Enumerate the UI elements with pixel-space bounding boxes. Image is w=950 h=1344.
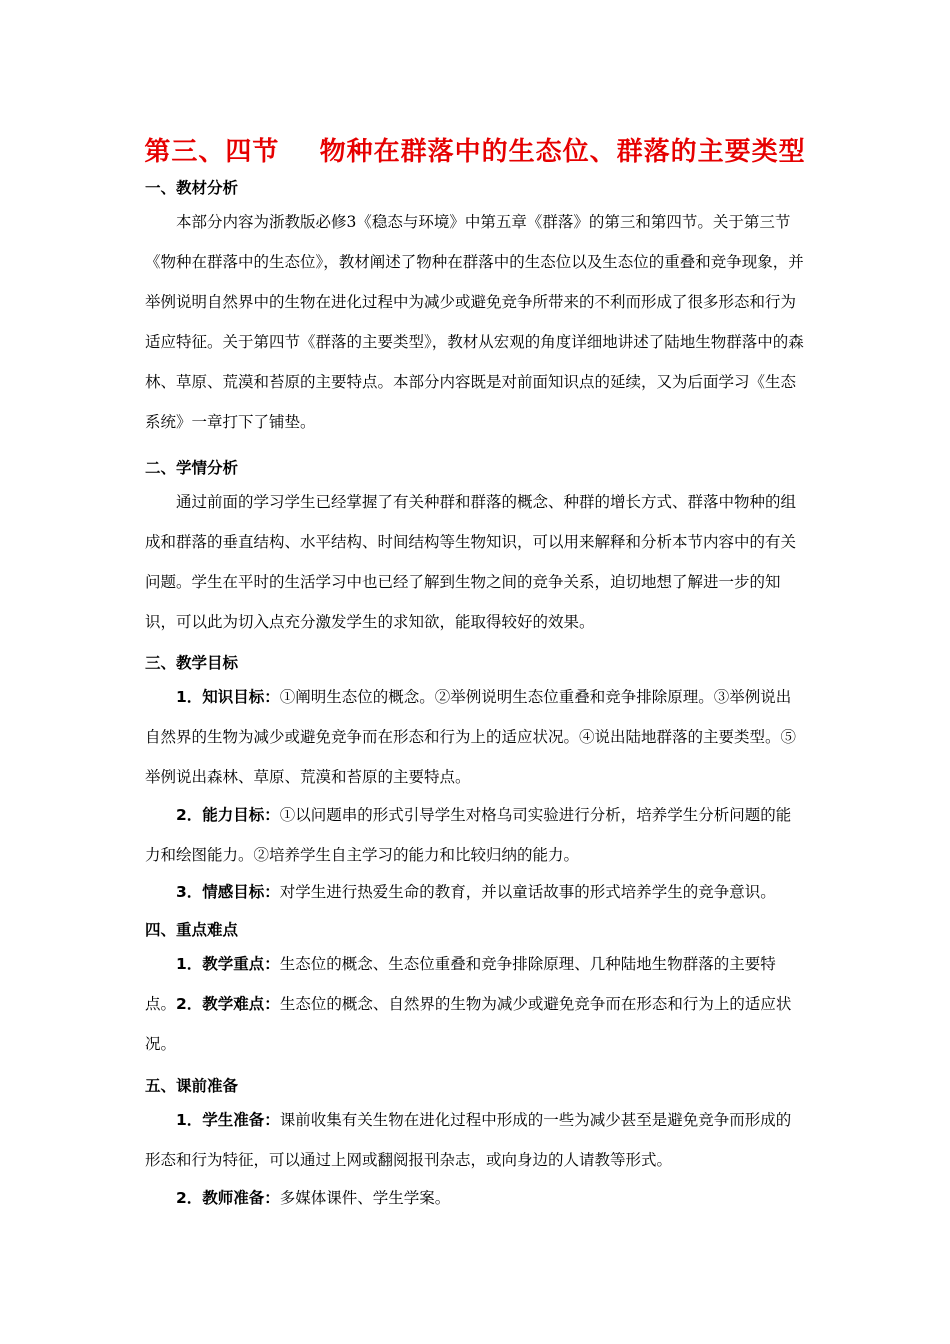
document-title: 第三、四节 物种在群落中的生态位、群落的主要类型 <box>144 137 806 167</box>
paragraph-key-points: 1．教学重点：生态位的概念、生态位重叠和竞争排除原理、几种陆地生物群落的主要特点。2．教学难点：生态位的概念、自然界的生物为减少或避免竞争而在形态和行为上的适应状况。 <box>145 955 792 1053</box>
section-heading-preparation: 五、课前准备 <box>145 1077 239 1095</box>
prep-student: 1．学生准备：课前收集有关生物在进化过程中形成的一些为减少甚至是避免竞争而形成的形态和行为特征，可以通过上网或翻阅报刊杂志，或向身边的人请教等形式。 <box>145 1111 792 1169</box>
section-heading-textbook-analysis: 一、教材分析 <box>145 179 239 197</box>
section-heading-student-analysis: 二、学情分析 <box>145 459 239 477</box>
paragraph-student-analysis: 通过前面的学习学生已经掌握了有关种群和群落的概念、种群的增长方式、群落中物种的组成和群落的垂直结构、水平结构、时间结构等生物知识，可以用来解释和分析本节内容中的有关问题。学生在平时的生活学习中也已经了解到生物之间的竞争关系，迫切地想了解进一步的知识，可以此为切入点充分激发学生的求知欲，能取得较好的效果。 <box>145 493 797 631</box>
goal-ability: 2．能力目标：①以问题串的形式引导学生对格乌司实验进行分析，培养学生分析问题的能力和绘图能力。②培养学生自主学习的能力和比较归纳的能力。 <box>145 806 792 864</box>
section-heading-key-points: 四、重点难点 <box>145 921 239 939</box>
prep-teacher: 2．教师准备：多媒体课件、学生学案。 <box>176 1189 451 1207</box>
section-heading-teaching-goals: 三、教学目标 <box>145 654 239 672</box>
paragraph-textbook-analysis: 本部分内容为浙教版必修3《稳态与环境》中第五章《群落》的第三和第四节。关于第三节《物种在群落中的生态位》，教材阐述了物种在群落中的生态位以及生态位的重叠和竞争现象，并举例说明自然界中的生物在进化过程中为减少或避免竞争所带来的不利而形成了很多形态和行为适应特征。关于第四节《群落的主要类型》，教材从宏观的角度详细地讲述了陆地生物群落中的森林、草原、荒漠和苔原的主要特点。本部分内容既是对前面知识点的延续，又为后面学习《生态系统》一章打下了铺垫。 <box>145 213 804 431</box>
goal-emotion: 3．情感目标：对学生进行热爱生命的教育，并以童话故事的形式培养学生的竞争意识。 <box>176 883 776 901</box>
goal-knowledge: 1．知识目标：①阐明生态位的概念。②举例说明生态位重叠和竞争排除原理。③举例说出自然界的生物为减少或避免竞争而在形态和行为上的适应状况。④说出陆地群落的主要类型。⑤举例说出森林、草原、荒漠和苔原的主要特点。 <box>145 688 797 786</box>
